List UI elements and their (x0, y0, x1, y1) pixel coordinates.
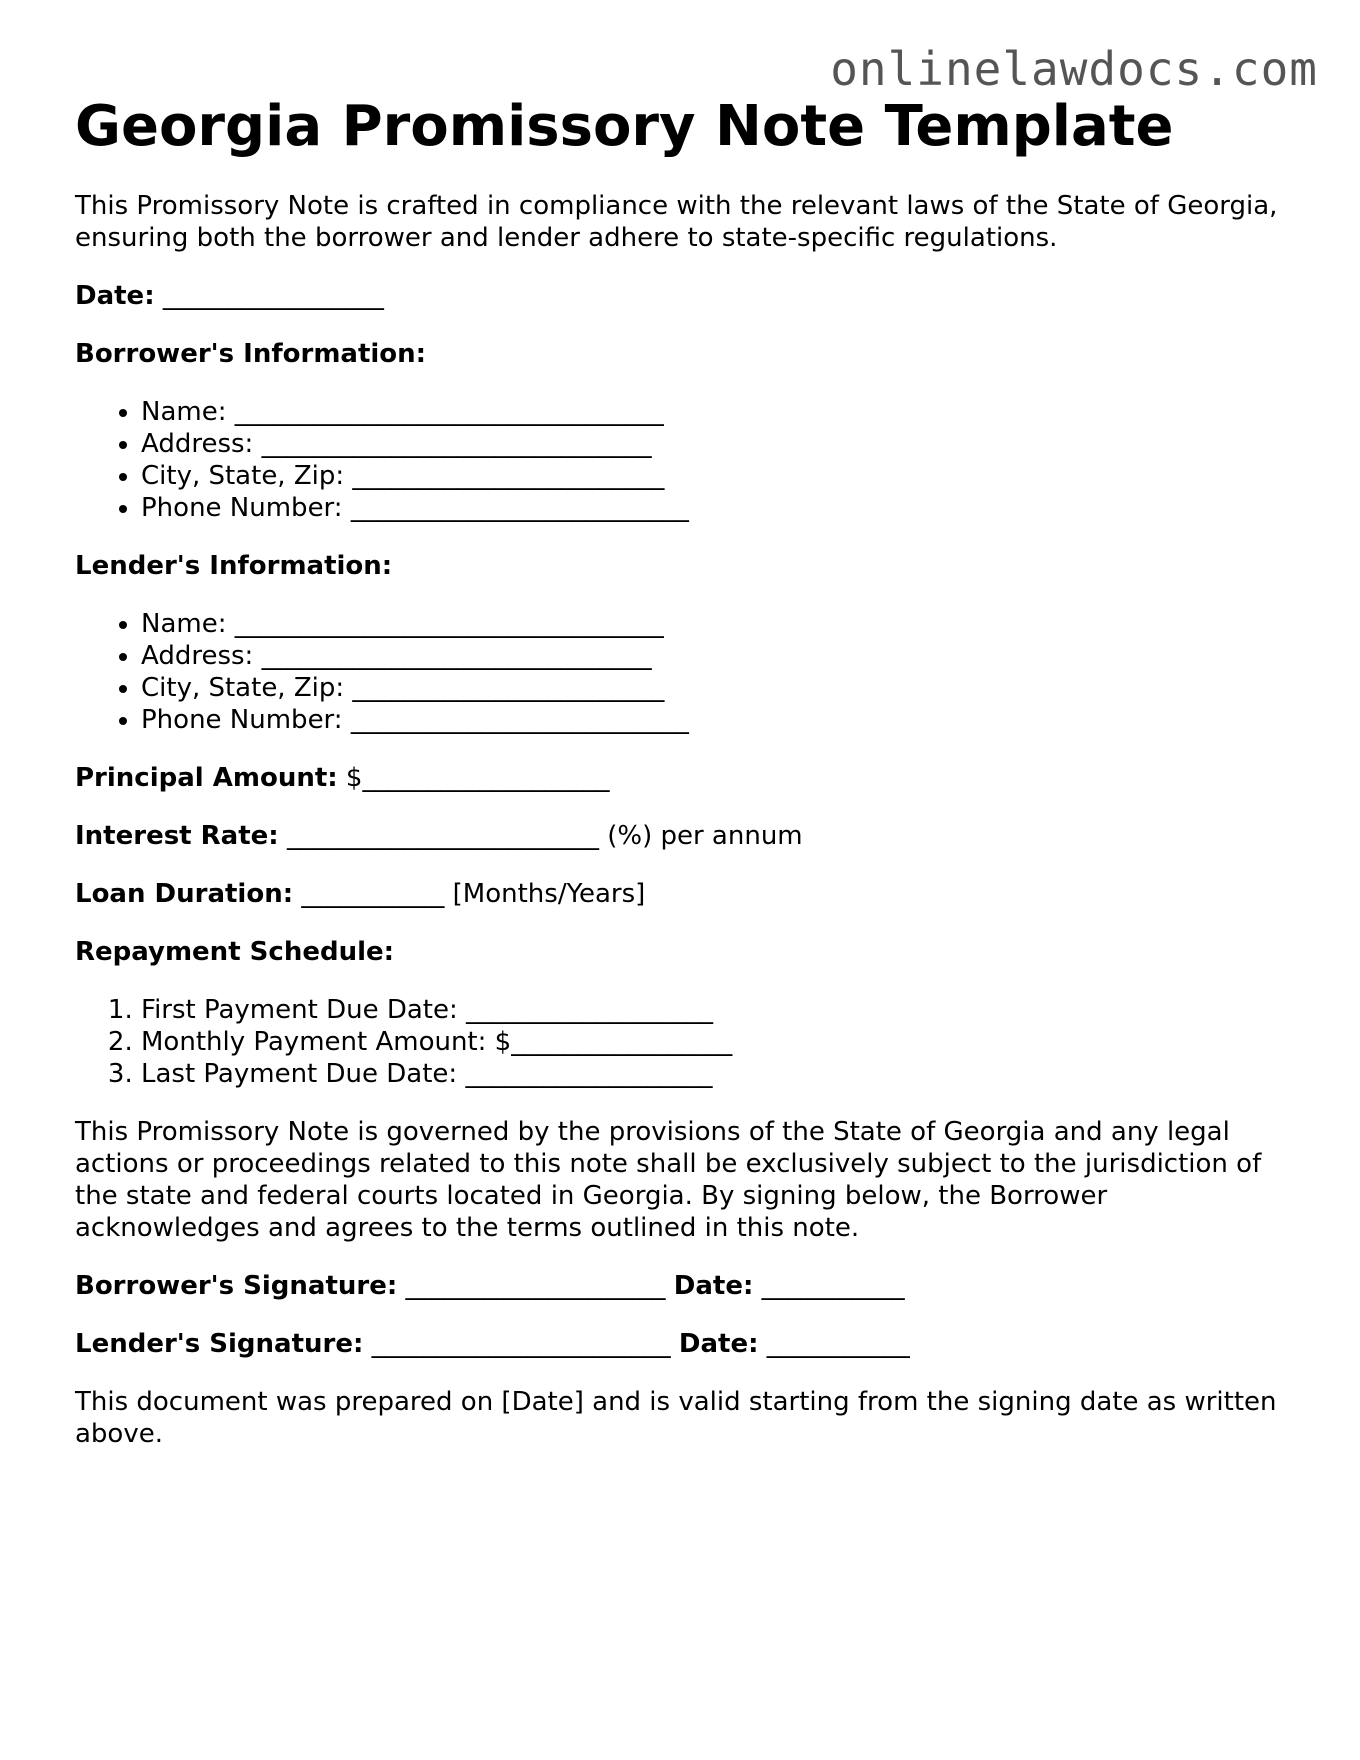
borrower-heading: Borrower's Information: (75, 339, 427, 369)
first-payment-item: 1. First Payment Due Date: ___________________ (141, 994, 1295, 1026)
governing-paragraph: This Promissory Note is governed by the provisions of the State of Georgia and any legal actions or proceedings related to this note shall be exclusively subject to the jurisdiction of the state and federal courts located in Georgia. By signing below, the Borrower acknowledges and agrees to the terms outlined in this note. (75, 1117, 1262, 1243)
lender-signature-date-blank: ___________ (758, 1329, 910, 1359)
borrower-address-item: • Address: ______________________________ (141, 428, 1295, 460)
lender-name-item: • Name: _________________________________ (141, 608, 1295, 640)
principal-field (75, 762, 1295, 794)
last-payment-item: 3. Last Payment Due Date: ___________________ (141, 1058, 1295, 1090)
lender-phone-item: • Phone Number: __________________________ (141, 704, 1295, 736)
lender-signature-blank: _______________________ (363, 1329, 679, 1359)
borrower-signature-line (75, 1270, 1295, 1302)
borrower-signature-blank: ____________________ (397, 1271, 674, 1301)
intro-paragraph: This Promissory Note is crafted in compliance with the relevant laws of the State of Georgia, ensuring both the borrower and lender adhere to state-specific regulations. (75, 191, 1278, 253)
borrower-info-list (75, 396, 1295, 524)
date-label: Date: (75, 281, 155, 311)
page-title: Georgia Promissory Note Template (75, 94, 1174, 159)
monthly-payment-item: 2. Monthly Payment Amount: $_________________ (141, 1026, 1295, 1058)
date-field (75, 280, 1295, 312)
footer-paragraph: This document was prepared on [Date] and is valid starting from the signing date as written above. (75, 1387, 1277, 1449)
borrower-name-item: • Name: _________________________________ (141, 396, 1295, 428)
principal-label: Principal Amount: (75, 763, 338, 793)
principal-blank: $___________________ (337, 763, 610, 793)
borrower-signature-label: Borrower's Signature: (75, 1271, 398, 1301)
interest-label: Interest Rate: (75, 821, 279, 851)
repayment-heading: Repayment Schedule: (75, 937, 395, 967)
lender-signature-label: Lender's Signature: (75, 1329, 364, 1359)
lender-city-item: • City, State, Zip: ________________________ (141, 672, 1295, 704)
borrower-phone-item: • Phone Number: __________________________ (141, 492, 1295, 524)
lender-signature-date-label: Date: (678, 1329, 759, 1359)
document-page (75, 92, 1295, 1450)
watermark: onlinelawdocs.com (830, 42, 1318, 96)
lender-heading: Lender's Information: (75, 551, 393, 581)
borrower-signature-date-label: Date: (673, 1271, 754, 1301)
interest-blank: ________________________ (%) per annum (278, 821, 803, 851)
date-blank: _________________ (154, 281, 384, 311)
duration-field (75, 878, 1295, 910)
borrower-city-item: • City, State, Zip: ________________________ (141, 460, 1295, 492)
lender-address-item: • Address: ______________________________ (141, 640, 1295, 672)
lender-info-list (75, 608, 1295, 736)
duration-blank: ___________ [Months/Years] (293, 879, 646, 909)
interest-field (75, 820, 1295, 852)
lender-signature-line (75, 1328, 1295, 1360)
borrower-signature-date-blank: ___________ (753, 1271, 905, 1301)
repayment-list (75, 994, 1295, 1090)
duration-label: Loan Duration: (75, 879, 294, 909)
